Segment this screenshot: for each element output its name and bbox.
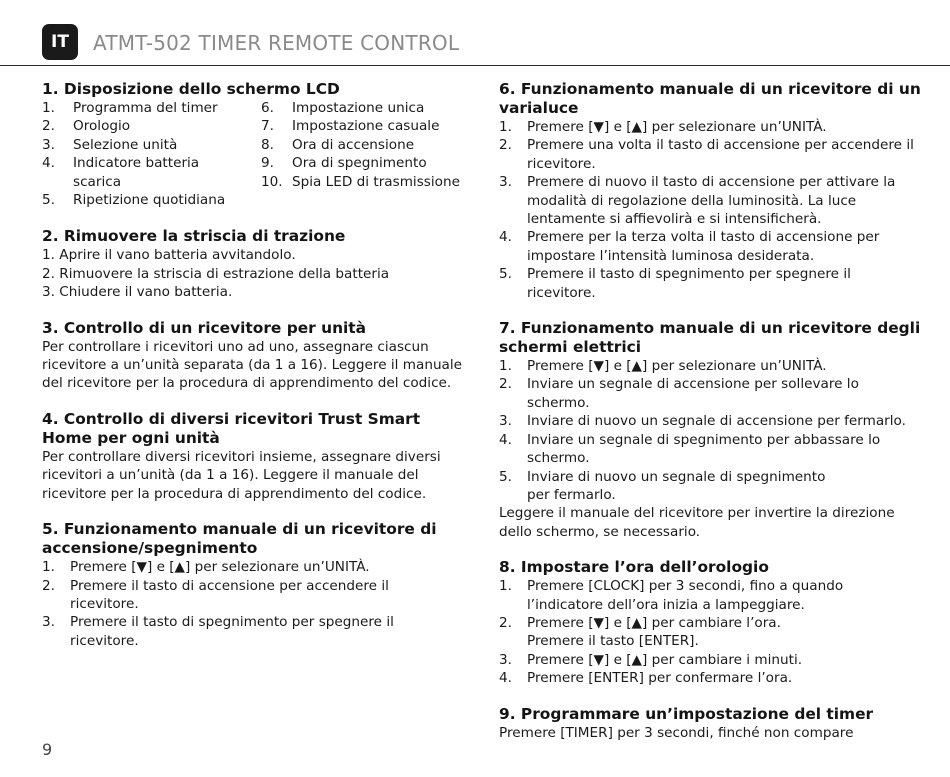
list-item: 1. Premere [CLOCK] per 3 secondi, fino a quando l’indicatore dell’ora inizia a lampeggiare. <box>499 578 844 613</box>
list-item: 3. Selezione unità <box>42 136 178 153</box>
list-item: 4. Inviare un segnale di spegnimento per abbassare lo schermo. <box>499 431 881 467</box>
lcd-legend-right <box>261 99 466 209</box>
section-title: 8. Impostare l’ora dell’orologio <box>499 558 769 577</box>
list-item: 2. Inviare un segnale di accensione per sollevare lo schermo. <box>499 376 859 411</box>
list-item: 9. Ora di spegnimento <box>261 155 427 172</box>
list-item: 3. Premere il tasto di spegnimento per spegnere il ricevitore. <box>42 614 394 649</box>
section-title: 6. Funzionamento manuale di un ricevitore di un varialuce <box>499 80 921 117</box>
list-item: 2. Orologio <box>42 118 131 135</box>
list-item: 1. Aprire il vano batteria avvitandolo. <box>42 247 296 264</box>
list-item: 1. Premere [▼] e [▲] per selezionare un’UNITÀ. <box>42 559 370 576</box>
list-item: 3. Premere [▼] e [▲] per cambiare i minuti. <box>499 651 803 668</box>
list-item: 2. Premere una volta il tasto di accensione per accendere il ricevitore. <box>499 137 914 172</box>
section-title: 3. Controllo di un ricevitore per unità <box>42 318 367 337</box>
list-item: 4. Premere [ENTER] per confermare l’ora. <box>499 670 793 687</box>
list-item: 5. Ripetizione quotidiana <box>42 192 226 209</box>
list-item: 2. Premere il tasto di accensione per accendere il ricevitore. <box>42 577 389 612</box>
list-item: 3. Chiudere il vano batteria. <box>42 284 233 301</box>
lcd-legend-grid <box>42 99 472 209</box>
clock-steps <box>499 577 924 687</box>
list-item: 1. Premere [▼] e [▲] per selezionare un’UNITÀ. <box>499 358 827 375</box>
page-number: 9 <box>42 740 53 759</box>
section-program-timer <box>499 705 924 742</box>
list-item: 4. Premere per la terza volta il tasto di accensione per impostare l’intensità luminosa desiderata. <box>499 229 880 264</box>
section-body: Per controllare diversi ricevitori insieme, assegnare diversi ricevitori a un’unità (da 1 a 16). Leggere il manuale del ricevitore per la procedura di apprendimento del codice. <box>42 448 441 502</box>
section-body: Premere [TIMER] per 3 secondi, finché non compare <box>499 724 854 741</box>
section-title: 7. Funzionamento manuale di un ricevitore degli schermi elettrici <box>499 319 921 357</box>
list-item: 10. Spia LED di trasmissione <box>261 173 460 190</box>
list-item: 8. Ora di accensione <box>261 136 415 153</box>
section-on-off-receiver <box>42 520 472 650</box>
list-item: 5. Inviare di nuovo un segnale di spegnimento per fermarlo. <box>499 468 826 503</box>
pull-strip-steps <box>42 246 472 301</box>
on-off-steps <box>42 558 472 650</box>
section-body: Leggere il manuale del ricevitore per invertire la direzione dello schermo, se necessario. <box>499 505 895 540</box>
list-item: 2. Rimuovere la striscia di estrazione della batteria <box>42 265 390 282</box>
list-item: 2. Premere [▼] e [▲] per cambiare l’ora. Premere il tasto [ENTER]. <box>499 614 781 650</box>
list-item: 6. Impostazione unica <box>261 100 425 116</box>
list-item: 4. Indicatore batteria scarica <box>42 155 200 190</box>
section-multiple-receivers <box>42 410 472 503</box>
dimmer-steps <box>499 118 924 302</box>
section-title: 9. Programmare un’impostazione del timer <box>499 704 874 723</box>
section-title: 5. Funzionamento manuale di un ricevitore di accensione/spegnimento <box>42 520 437 558</box>
section-set-clock <box>499 558 924 687</box>
section-one-receiver <box>42 319 472 393</box>
list-item: 1. Premere [▼] e [▲] per selezionare un’UNITÀ. <box>499 119 827 135</box>
section-pull-strip <box>42 227 472 301</box>
list-item: 3. Premere di nuovo il tasto di accensione per attivare la modalità di regolazione della luminosità. La luce lentamente si affievolirà e si intensificherà. <box>499 174 896 228</box>
section-title: 2. Rimuovere la striscia di trazione <box>42 227 346 246</box>
list-item: 1. Programma del timer <box>42 100 218 116</box>
section-title: 1. Disposizione dello schermo LCD <box>42 80 340 98</box>
right-column <box>499 80 924 759</box>
list-item: 7. Impostazione casuale <box>261 118 440 135</box>
section-screen-receiver <box>499 319 924 541</box>
left-column <box>42 80 472 667</box>
page-header <box>0 0 950 66</box>
document-title: ATMT-502 TIMER REMOTE CONTROL <box>93 31 460 55</box>
language-badge: IT <box>42 24 78 60</box>
section-title: 4. Controllo di diversi ricevitori Trust Smart Home per ogni unità <box>42 409 421 447</box>
section-dimmer-receiver <box>499 80 924 302</box>
section-body: Per controllare i ricevitori uno ad uno, assegnare ciascun ricevitore a un’unità separata (da 1 a 16). Leggere il manuale del ricevitore per la procedura di apprendimento del codice. <box>42 338 463 392</box>
lcd-legend-left <box>42 99 261 209</box>
section-lcd-layout <box>42 80 472 209</box>
list-item: 3. Inviare di nuovo un segnale di accensione per fermarlo. <box>499 413 906 430</box>
list-item: 5. Premere il tasto di spegnimento per spegnere il ricevitore. <box>499 266 851 301</box>
screen-steps <box>499 357 924 504</box>
